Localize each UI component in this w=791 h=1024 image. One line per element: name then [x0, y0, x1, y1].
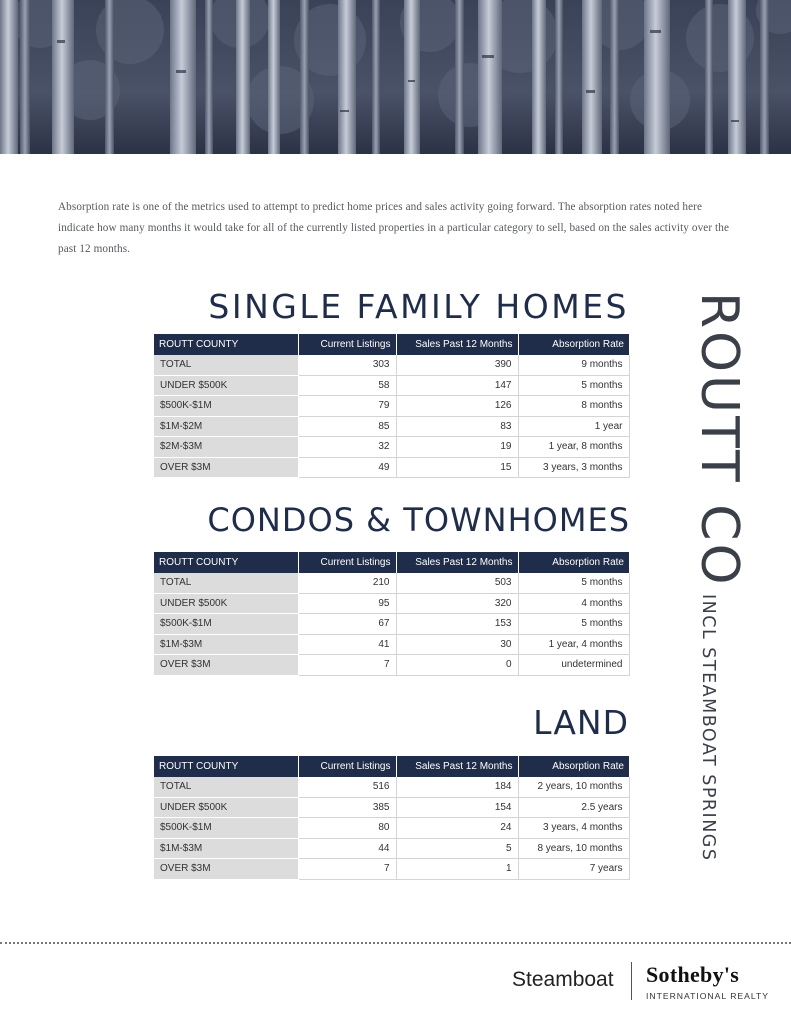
table-row [154, 777, 629, 797]
current-listings-cell: 210 [298, 573, 396, 593]
absorption-rate-cell: 3 years, 4 months [518, 818, 629, 839]
absorption-rate-cell: 4 months [518, 593, 629, 614]
row-label: $500K-$1M [154, 614, 298, 635]
absorption-rate-cell: 8 months [518, 396, 629, 417]
row-label: OVER $3M [154, 859, 298, 880]
current-listings-cell: 95 [298, 593, 396, 614]
footer-dotted-divider [0, 942, 791, 944]
absorption-rate-cell: 8 years, 10 months [518, 838, 629, 859]
col-header-current-listings: Current Listings [298, 552, 396, 573]
hero-aspen-forest-image [0, 0, 791, 154]
table-header-row [154, 756, 629, 777]
current-listings-cell: 7 [298, 655, 396, 676]
col-header-routt-county: ROUTT COUNTY [154, 552, 298, 573]
table-row [154, 838, 629, 859]
col-header-current-listings: Current Listings [298, 334, 396, 355]
absorption-rate-cell: 7 years [518, 859, 629, 880]
absorption-rate-cell: 3 years, 3 months [518, 457, 629, 478]
table-row [154, 375, 629, 396]
sales-past-12-months-cell: 0 [396, 655, 518, 676]
current-listings-cell: 385 [298, 797, 396, 818]
table-row [154, 437, 629, 458]
table-row [154, 355, 629, 375]
sales-past-12-months-cell: 154 [396, 797, 518, 818]
logo-sothebys-text: Sotheby's [646, 962, 740, 987]
sales-past-12-months-cell: 19 [396, 437, 518, 458]
sales-past-12-months-cell: 147 [396, 375, 518, 396]
row-label: TOTAL [154, 777, 298, 797]
current-listings-cell: 44 [298, 838, 396, 859]
table-row [154, 797, 629, 818]
table-row [154, 614, 629, 635]
current-listings-cell: 80 [298, 818, 396, 839]
sales-past-12-months-cell: 24 [396, 818, 518, 839]
logo-international-realty-text: INTERNATIONAL REALTY [646, 991, 769, 1001]
absorption-rate-cell: 2.5 years [518, 797, 629, 818]
current-listings-cell: 58 [298, 375, 396, 396]
absorption-rate-cell: 1 year, 8 months [518, 437, 629, 458]
table-single-family-homes [154, 334, 630, 478]
absorption-rate-cell: 9 months [518, 355, 629, 375]
section-title-land: LAND [533, 703, 629, 742]
col-header-current-listings: Current Listings [298, 756, 396, 777]
absorption-rate-cell: 1 year [518, 416, 629, 437]
side-title-routt-co: ROUTT CO [689, 292, 749, 588]
sales-past-12-months-cell: 5 [396, 838, 518, 859]
current-listings-cell: 41 [298, 634, 396, 655]
col-header-absorption-rate: Absorption Rate [518, 334, 629, 355]
sales-past-12-months-cell: 320 [396, 593, 518, 614]
sales-past-12-months-cell: 15 [396, 457, 518, 478]
section-title-condos-townhomes: CONDOS & TOWNHOMES [207, 501, 630, 539]
absorption-rate-cell: 5 months [518, 573, 629, 593]
table-row [154, 655, 629, 676]
current-listings-cell: 303 [298, 355, 396, 375]
col-header-routt-county: ROUTT COUNTY [154, 334, 298, 355]
current-listings-cell: 85 [298, 416, 396, 437]
logo-divider [631, 962, 632, 1000]
table-land [154, 756, 630, 880]
table-row [154, 457, 629, 478]
sales-past-12-months-cell: 503 [396, 573, 518, 593]
row-label: UNDER $500K [154, 375, 298, 396]
sales-past-12-months-cell: 30 [396, 634, 518, 655]
row-label: $1M-$3M [154, 634, 298, 655]
side-subtitle-steamboat-springs: INCL STEAMBOAT SPRINGS [698, 594, 718, 862]
sales-past-12-months-cell: 1 [396, 859, 518, 880]
sales-past-12-months-cell: 153 [396, 614, 518, 635]
col-header-sales-past-12-months: Sales Past 12 Months [396, 756, 518, 777]
sales-past-12-months-cell: 126 [396, 396, 518, 417]
row-label: TOTAL [154, 573, 298, 593]
table-condos-townhomes [154, 552, 630, 676]
table-row [154, 634, 629, 655]
sales-past-12-months-cell: 184 [396, 777, 518, 797]
table-row [154, 396, 629, 417]
row-label: OVER $3M [154, 655, 298, 676]
row-label: $1M-$3M [154, 838, 298, 859]
current-listings-cell: 67 [298, 614, 396, 635]
row-label: TOTAL [154, 355, 298, 375]
intro-paragraph: Absorption rate is one of the metrics used to attempt to predict home prices and sales activity going forward. The absorption rates noted here indicate how many months it would take for all of the currently listed properties in a particular category to sell, based on the sales activity over the past 12 months. [58, 201, 730, 255]
sales-past-12-months-cell: 390 [396, 355, 518, 375]
absorption-rate-cell: 2 years, 10 months [518, 777, 629, 797]
table-header-row [154, 334, 629, 355]
table-row [154, 593, 629, 614]
current-listings-cell: 32 [298, 437, 396, 458]
row-label: $500K-$1M [154, 818, 298, 839]
table-row [154, 859, 629, 880]
col-header-absorption-rate: Absorption Rate [518, 552, 629, 573]
sales-past-12-months-cell: 83 [396, 416, 518, 437]
current-listings-cell: 516 [298, 777, 396, 797]
table-row [154, 818, 629, 839]
row-label: $1M-$2M [154, 416, 298, 437]
col-header-routt-county: ROUTT COUNTY [154, 756, 298, 777]
current-listings-cell: 7 [298, 859, 396, 880]
absorption-rate-cell: 5 months [518, 614, 629, 635]
current-listings-cell: 49 [298, 457, 396, 478]
row-label: UNDER $500K [154, 797, 298, 818]
absorption-rate-cell: 1 year, 4 months [518, 634, 629, 655]
row-label: UNDER $500K [154, 593, 298, 614]
row-label: $500K-$1M [154, 396, 298, 417]
table-header-row [154, 552, 629, 573]
row-label: $2M-$3M [154, 437, 298, 458]
col-header-absorption-rate: Absorption Rate [518, 756, 629, 777]
absorption-rate-cell: undetermined [518, 655, 629, 676]
row-label: OVER $3M [154, 457, 298, 478]
table-row [154, 573, 629, 593]
table-row [154, 416, 629, 437]
section-title-single-family-homes: SINGLE FAMILY HOMES [208, 287, 629, 326]
current-listings-cell: 79 [298, 396, 396, 417]
col-header-sales-past-12-months: Sales Past 12 Months [396, 334, 518, 355]
col-header-sales-past-12-months: Sales Past 12 Months [396, 552, 518, 573]
absorption-rate-cell: 5 months [518, 375, 629, 396]
logo-steamboat-text: Steamboat [512, 968, 614, 991]
